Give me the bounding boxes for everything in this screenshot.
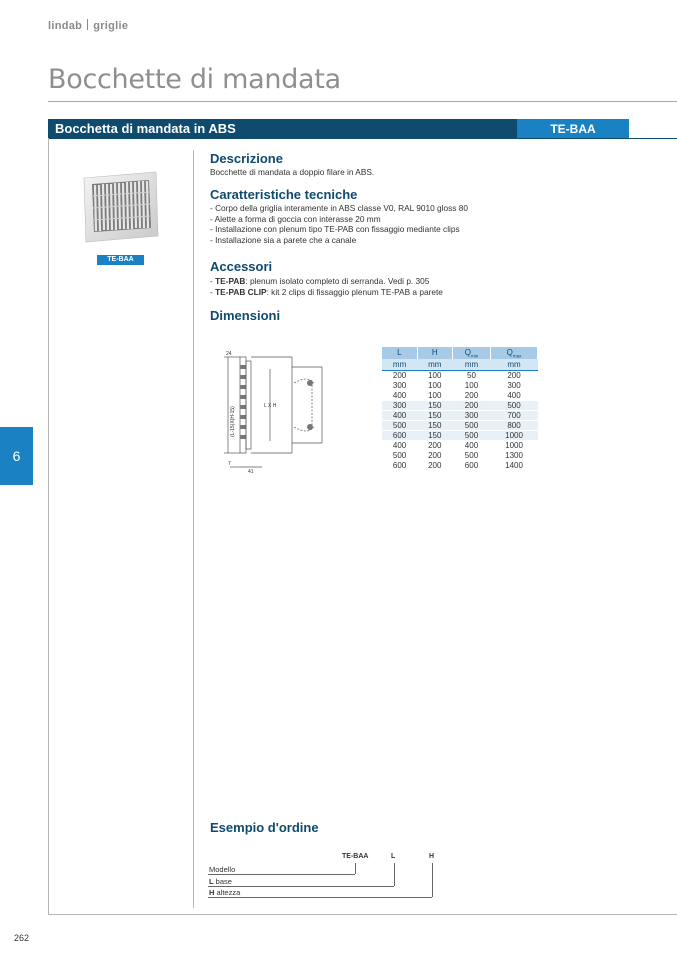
table-cell: 50 xyxy=(452,370,490,380)
table-cell: 500 xyxy=(452,430,490,440)
table-cell: 1000 xyxy=(491,440,538,450)
caratteristiche-heading: Caratteristiche tecniche xyxy=(210,187,358,202)
table-cell: 600 xyxy=(382,430,417,440)
table-row xyxy=(382,400,538,410)
chapter-tab[interactable]: 6 xyxy=(0,427,33,485)
table-cell: 400 xyxy=(382,390,417,400)
table-cell: 600 xyxy=(452,460,490,470)
table-cell: 400 xyxy=(452,440,490,450)
dimension-table xyxy=(382,347,538,471)
table-cell: 800 xyxy=(491,420,538,430)
table-cell: 300 xyxy=(382,380,417,390)
caratteristiche-item: - Installazione con plenum tipo TE-PAB con fissaggio mediante clips xyxy=(210,224,460,234)
order-code-h: H xyxy=(429,853,435,860)
table-cell: 150 xyxy=(417,420,452,430)
table-cell: 300 xyxy=(382,400,417,410)
caratteristiche-list xyxy=(210,203,468,245)
table-header-cell: H xyxy=(417,347,452,359)
table-row xyxy=(382,450,538,460)
table-cell: 700 xyxy=(491,410,538,420)
order-line xyxy=(432,863,433,897)
table-cell: 150 xyxy=(417,410,452,420)
drawing-dim-left: (L-15)X(H-15) xyxy=(230,406,236,437)
table-cell: 300 xyxy=(452,410,490,420)
drawing-dim-bottom-b: 41 xyxy=(248,469,254,475)
order-code-model: TE-BAA xyxy=(342,853,369,860)
table-cell: 400 xyxy=(491,390,538,400)
table-row xyxy=(382,390,538,400)
esempio-heading: Esempio d'ordine xyxy=(210,820,319,835)
table-cell: 1400 xyxy=(491,460,538,470)
table-cell: 300 xyxy=(491,380,538,390)
table-cell: 100 xyxy=(417,390,452,400)
accessori-code: TE-PAB xyxy=(215,276,246,286)
table-unit-cell: mm xyxy=(452,359,490,370)
table-cell: 100 xyxy=(417,380,452,390)
descrizione-line: Bocchette di mandata a doppio filare in ABS. xyxy=(210,167,375,177)
brand-category: griglie xyxy=(93,20,129,32)
order-row-base: L base xyxy=(209,877,232,886)
table-row xyxy=(382,430,538,440)
caratteristiche-item: - Installazione sia a parete che a canale xyxy=(210,234,357,245)
section-rule xyxy=(48,138,677,139)
table-unit-cell: mm xyxy=(491,359,538,370)
accessori-heading: Accessori xyxy=(210,259,273,274)
table-cell: 200 xyxy=(491,370,538,380)
order-line xyxy=(394,863,395,886)
table-cell: 500 xyxy=(382,420,417,430)
table-cell: 200 xyxy=(417,450,452,460)
order-line xyxy=(208,874,355,875)
grille-icon xyxy=(82,166,159,243)
table-cell: 1300 xyxy=(491,450,538,460)
page-number: 262 xyxy=(14,933,30,943)
table-cell: 600 xyxy=(382,460,417,470)
technical-drawing xyxy=(222,345,350,477)
table-cell: 150 xyxy=(417,400,452,410)
table-row xyxy=(382,440,538,450)
caratteristiche-item: - Alette a forma di goccia con interasse 20 mm xyxy=(210,213,381,224)
table-row xyxy=(382,420,538,430)
order-line xyxy=(208,886,394,887)
table-cell: 500 xyxy=(491,400,538,410)
table-header-row xyxy=(382,347,538,359)
dimensioni-heading: Dimensioni xyxy=(210,308,281,323)
table-header-cell: $Q_{min}$ xyxy=(452,347,490,359)
frame-left-border xyxy=(48,138,49,915)
descrizione-text xyxy=(210,167,374,178)
caratteristiche-item: - Corpo della griglia interamente in ABS classe V0, RAL 9010 gloss 80 xyxy=(210,203,468,213)
section-code-bar: TE-BAA xyxy=(517,119,629,138)
table-unit-cell: mm xyxy=(382,359,417,370)
table-row xyxy=(382,370,538,380)
table-cell: 1000 xyxy=(491,430,538,440)
order-code-l: L xyxy=(391,853,396,860)
order-example xyxy=(208,850,448,900)
drawing-dim-top: 24 xyxy=(226,351,232,357)
frame-bottom-border xyxy=(48,914,677,915)
table-row xyxy=(382,380,538,390)
table-cell: 200 xyxy=(452,390,490,400)
brand-separator xyxy=(87,19,88,30)
table-cell: 100 xyxy=(452,380,490,390)
table-cell: 200 xyxy=(417,440,452,450)
title-rule xyxy=(48,101,677,102)
order-line xyxy=(355,863,356,874)
accessori-list xyxy=(210,276,443,297)
column-divider xyxy=(193,150,194,908)
table-row xyxy=(382,410,538,420)
table-cell: 500 xyxy=(452,420,490,430)
table-cell: 500 xyxy=(382,450,417,460)
accessori-code: TE-PAB CLIP xyxy=(215,286,267,297)
table-units-row xyxy=(382,359,538,370)
accessori-item: - TE-PAB: plenum isolato completo di serranda. Vedi p. 305 xyxy=(210,276,430,286)
table-unit-cell: mm xyxy=(417,359,452,370)
order-row-model: Modello xyxy=(209,865,236,874)
table-cell: 500 xyxy=(452,450,490,460)
table-cell: 200 xyxy=(452,400,490,410)
table-cell: 200 xyxy=(382,370,417,380)
table-row xyxy=(382,460,538,470)
accessori-desc: : plenum isolato completo di serranda. Vedi p. 305 xyxy=(245,276,430,286)
drawing-dim-bottom-a: 7 xyxy=(228,461,231,467)
product-tag: TE-BAA xyxy=(97,255,144,265)
page-title: Bocchette di mandata xyxy=(48,64,341,95)
table-cell: 150 xyxy=(417,430,452,440)
brand-name: lindab xyxy=(48,20,83,32)
order-row-height: H altezza xyxy=(209,888,241,897)
accessori-desc: : kit 2 clips di fissaggio plenum TE-PAB a parete xyxy=(266,286,443,297)
brand-header xyxy=(48,19,128,32)
drawing-dim-center: L X H xyxy=(264,403,277,409)
table-header-cell: $Q_{max}$ xyxy=(491,347,538,359)
accessori-item: - TE-PAB CLIP: kit 2 clips di fissaggio plenum TE-PAB a parete xyxy=(210,286,443,297)
table-cell: 400 xyxy=(382,410,417,420)
descrizione-heading: Descrizione xyxy=(210,151,283,166)
table-cell: 200 xyxy=(417,460,452,470)
table-header-cell: L xyxy=(382,347,417,359)
table-cell: 400 xyxy=(382,440,417,450)
order-line xyxy=(208,897,432,898)
section-title-bar: Bocchetta di mandata in ABS xyxy=(48,119,517,138)
table-cell: 100 xyxy=(417,370,452,380)
